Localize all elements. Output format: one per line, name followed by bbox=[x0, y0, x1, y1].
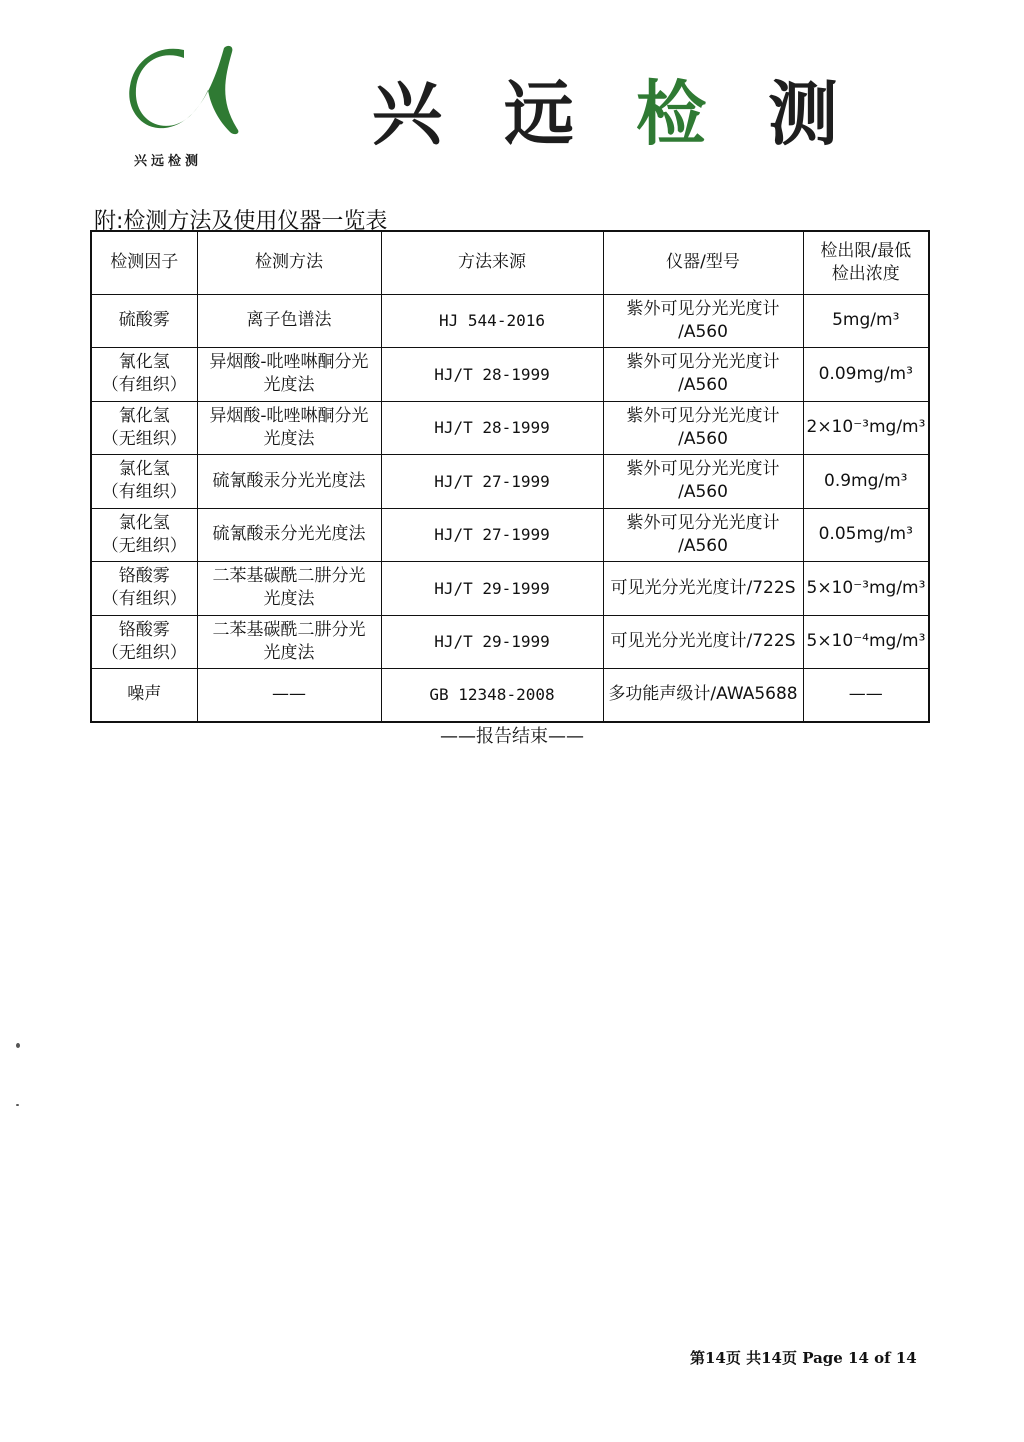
cell-factor bbox=[91, 508, 197, 562]
cell-factor bbox=[91, 348, 197, 402]
cell-method bbox=[197, 562, 381, 616]
table-row bbox=[91, 455, 929, 509]
cell-method-line: 硫氰酸汞分光光度法 bbox=[212, 524, 366, 545]
header-factor: 检测因子 bbox=[91, 231, 197, 294]
cell-instrument-line: /A560 bbox=[678, 321, 728, 342]
cell-instrument-line: 紫外可见分光光度计 bbox=[626, 405, 780, 426]
cell-method-line: 异烟酸-吡唑啉酮分光 bbox=[209, 405, 369, 426]
table-row bbox=[91, 562, 929, 616]
table-row bbox=[91, 615, 929, 669]
cell-instrument-line: /A560 bbox=[678, 428, 728, 449]
cell-factor-line: （无组织） bbox=[101, 642, 187, 663]
cell-factor-line: 氯化氢 bbox=[118, 459, 170, 480]
cell-source: HJ/T 27-1999 bbox=[381, 455, 603, 509]
cell-method-line: 硫氰酸汞分光光度法 bbox=[212, 470, 366, 491]
cell-method-line: 光度法 bbox=[263, 589, 315, 610]
cell-instrument-line: 可见光分光光度计/722S bbox=[610, 577, 796, 598]
scan-speck bbox=[16, 1104, 19, 1106]
cell-instrument-line: 可见光分光光度计/722S bbox=[610, 631, 796, 652]
cell-instrument bbox=[603, 348, 803, 402]
cell-method bbox=[197, 348, 381, 402]
cell-limit: 5×10⁻⁴mg/m³ bbox=[803, 615, 929, 669]
cell-instrument-line: 紫外可见分光光度计 bbox=[626, 459, 780, 480]
brand-char: 远 bbox=[504, 72, 574, 155]
cell-method-line: 光度法 bbox=[263, 375, 315, 396]
header-limit-line: 检出浓度 bbox=[831, 263, 900, 284]
page-footer: 第14页 共14页 Page 14 of 14 bbox=[690, 1349, 917, 1367]
cell-method-line: 光度法 bbox=[263, 642, 315, 663]
cell-factor-line: 铬酸雾 bbox=[118, 566, 170, 587]
cell-factor bbox=[91, 615, 197, 669]
cell-instrument bbox=[603, 294, 803, 348]
cell-factor bbox=[91, 455, 197, 509]
cell-limit: 2×10⁻³mg/m³ bbox=[803, 401, 929, 455]
company-logo-icon bbox=[128, 40, 246, 140]
cell-method-line: 二苯基碳酰二肼分光 bbox=[212, 566, 366, 587]
brand-name bbox=[372, 58, 838, 159]
brand-char: 检 bbox=[636, 72, 706, 155]
cell-method bbox=[197, 294, 381, 348]
cell-method bbox=[197, 615, 381, 669]
cell-source: HJ/T 28-1999 bbox=[381, 401, 603, 455]
cell-factor-line: （有组织） bbox=[101, 589, 187, 610]
cell-source: GB 12348-2008 bbox=[381, 669, 603, 722]
brand-char: 测 bbox=[768, 72, 838, 155]
cell-instrument bbox=[603, 401, 803, 455]
cell-method-line: 光度法 bbox=[263, 428, 315, 449]
cell-source: HJ/T 29-1999 bbox=[381, 562, 603, 616]
header-source: 方法来源 bbox=[381, 231, 603, 294]
logo-caption: 兴远检测 bbox=[134, 154, 203, 169]
cell-method-line: 二苯基碳酰二肼分光 bbox=[212, 619, 366, 640]
cell-instrument bbox=[603, 562, 803, 616]
cell-instrument-line: 紫外可见分光光度计 bbox=[626, 512, 780, 533]
cell-factor-line: 铬酸雾 bbox=[118, 619, 170, 640]
cell-method bbox=[197, 401, 381, 455]
cell-factor bbox=[91, 294, 197, 348]
header-method: 检测方法 bbox=[197, 231, 381, 294]
cell-factor-line: 氯化氢 bbox=[118, 512, 170, 533]
cell-factor-line: 氰化氢 bbox=[118, 405, 170, 426]
cell-instrument bbox=[603, 669, 803, 722]
cell-instrument-line: /A560 bbox=[678, 535, 728, 556]
cell-limit: 0.05mg/m³ bbox=[803, 508, 929, 562]
brand-char: 兴 bbox=[372, 72, 442, 155]
cell-factor bbox=[91, 669, 197, 722]
cell-method-line: 异烟酸-吡唑啉酮分光 bbox=[209, 352, 369, 373]
cell-factor-line: 噪声 bbox=[127, 684, 162, 705]
cell-limit: 0.09mg/m³ bbox=[803, 348, 929, 402]
cell-method bbox=[197, 508, 381, 562]
cell-factor-line: 硫酸雾 bbox=[118, 310, 170, 331]
header-instrument: 仪器/型号 bbox=[603, 231, 803, 294]
table-header-row bbox=[91, 231, 929, 294]
cell-factor-line: 氰化氢 bbox=[118, 352, 170, 373]
cell-factor bbox=[91, 562, 197, 616]
cell-method bbox=[197, 669, 381, 722]
cell-limit: 5mg/m³ bbox=[803, 294, 929, 348]
table-row bbox=[91, 348, 929, 402]
cell-source: HJ 544-2016 bbox=[381, 294, 603, 348]
table-row bbox=[91, 294, 929, 348]
table-row bbox=[91, 508, 929, 562]
methods-instruments-table bbox=[90, 230, 930, 723]
cell-factor-line: （有组织） bbox=[101, 375, 187, 396]
cell-limit: 5×10⁻³mg/m³ bbox=[803, 562, 929, 616]
header-limit-line: 检出限/最低 bbox=[820, 240, 912, 261]
cell-method-line: 离子色谱法 bbox=[246, 310, 332, 331]
cell-instrument-line: /A560 bbox=[678, 482, 728, 503]
cell-factor-line: （有组织） bbox=[101, 482, 187, 503]
report-end-marker: ——报告结束—— bbox=[440, 726, 584, 747]
table-row bbox=[91, 401, 929, 455]
cell-limit: 0.9mg/m³ bbox=[803, 455, 929, 509]
table-row bbox=[91, 669, 929, 722]
cell-instrument bbox=[603, 615, 803, 669]
cell-instrument bbox=[603, 508, 803, 562]
cell-instrument-line: 多功能声级计/AWA5688 bbox=[608, 684, 798, 705]
cell-method bbox=[197, 455, 381, 509]
cell-source: HJ/T 29-1999 bbox=[381, 615, 603, 669]
cell-factor-line: （无组织） bbox=[101, 428, 187, 449]
scan-speck bbox=[16, 1043, 20, 1048]
header-limit bbox=[803, 231, 929, 294]
cell-limit: —— bbox=[803, 669, 929, 722]
document-title: 附:检测方法及使用仪器一览表 bbox=[94, 209, 388, 234]
cell-instrument bbox=[603, 455, 803, 509]
cell-method-line: —— bbox=[272, 684, 306, 705]
cell-instrument-line: 紫外可见分光光度计 bbox=[626, 352, 780, 373]
cell-factor-line: （无组织） bbox=[101, 535, 187, 556]
cell-instrument-line: 紫外可见分光光度计 bbox=[626, 298, 780, 319]
cell-source: HJ/T 28-1999 bbox=[381, 348, 603, 402]
cell-instrument-line: /A560 bbox=[678, 375, 728, 396]
cell-factor bbox=[91, 401, 197, 455]
cell-source: HJ/T 27-1999 bbox=[381, 508, 603, 562]
